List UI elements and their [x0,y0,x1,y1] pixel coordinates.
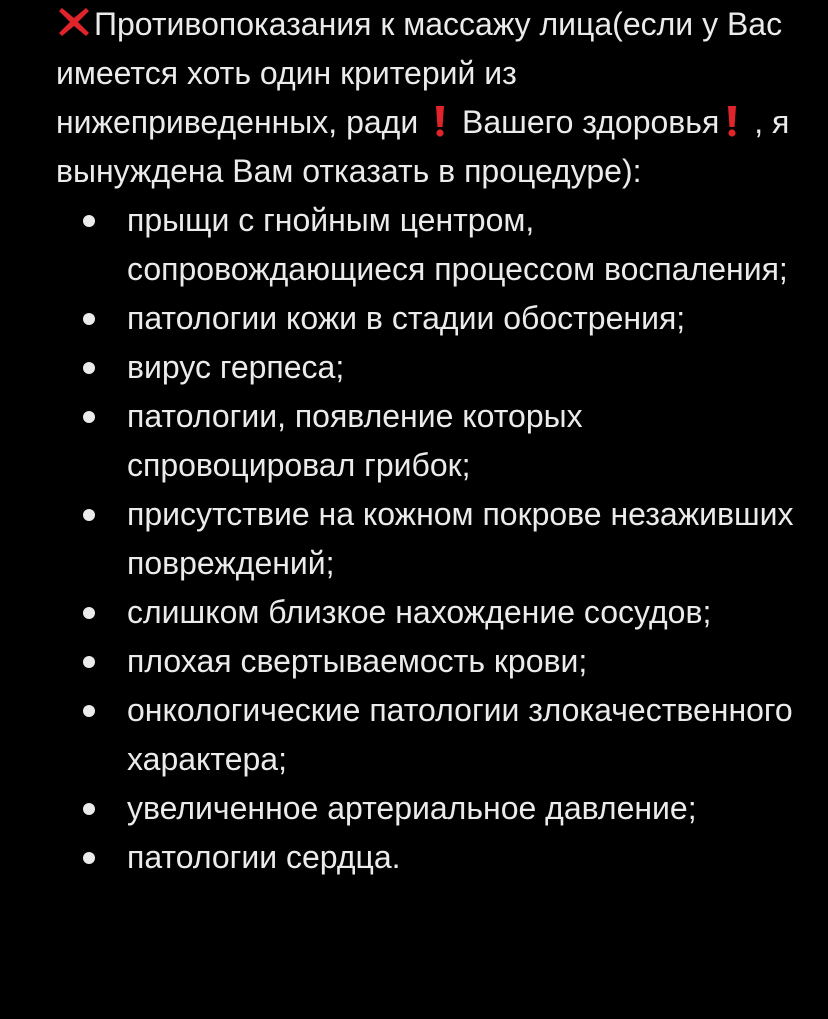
bullet-icon [83,362,95,374]
list-item [56,196,796,294]
list-item-text: патологии сердца. [127,839,401,875]
list-item-text: патологии кожи в стадии обострения; [127,300,686,336]
intro-text-part1: Противопоказания к массажу лица(если у Вас имеется хоть один критерий из нижеприведенных, ради [56,6,783,140]
bullet-icon [83,656,95,668]
red-cross-mark-icon [56,4,92,40]
bullet-icon [83,509,95,521]
list-item-text: присутствие на кожном покрове незаживших повреждений; [127,496,794,581]
bullet-icon [83,411,95,423]
list-item-text: вирус герпеса; [127,349,345,385]
list-item [56,294,796,343]
red-exclamation-icon [719,103,745,137]
intro-text-part2: Вашего здоровья [462,104,720,140]
intro-paragraph [56,0,796,196]
red-exclamation-icon [427,103,453,137]
contraindications-list [56,196,796,882]
list-item [56,833,796,882]
intro-text-part3: , я вынуждена Вам отказать в процедуре): [56,104,790,189]
list-item-text: слишком близкое нахождение сосудов; [127,594,712,630]
list-item [56,637,796,686]
list-item-text: патологии, появление которых спровоцировал грибок; [127,398,583,483]
bullet-icon [83,803,95,815]
list-item-text: прыщи с гнойным центром, сопровождающиеся процессом воспаления; [127,202,788,287]
list-item [56,343,796,392]
list-item [56,490,796,588]
bullet-icon [83,607,95,619]
list-item-text: онкологические патологии злокачественного характера; [127,692,793,777]
bullet-icon [83,215,95,227]
list-item-text: плохая свертываемость крови; [127,643,588,679]
bullet-icon [83,705,95,717]
list-item [56,588,796,637]
list-item [56,392,796,490]
note-content [56,0,796,882]
bullet-icon [83,313,95,325]
bullet-icon [83,852,95,864]
list-item-text: увеличенное артериальное давление; [127,790,697,826]
list-item [56,784,796,833]
list-item [56,686,796,784]
